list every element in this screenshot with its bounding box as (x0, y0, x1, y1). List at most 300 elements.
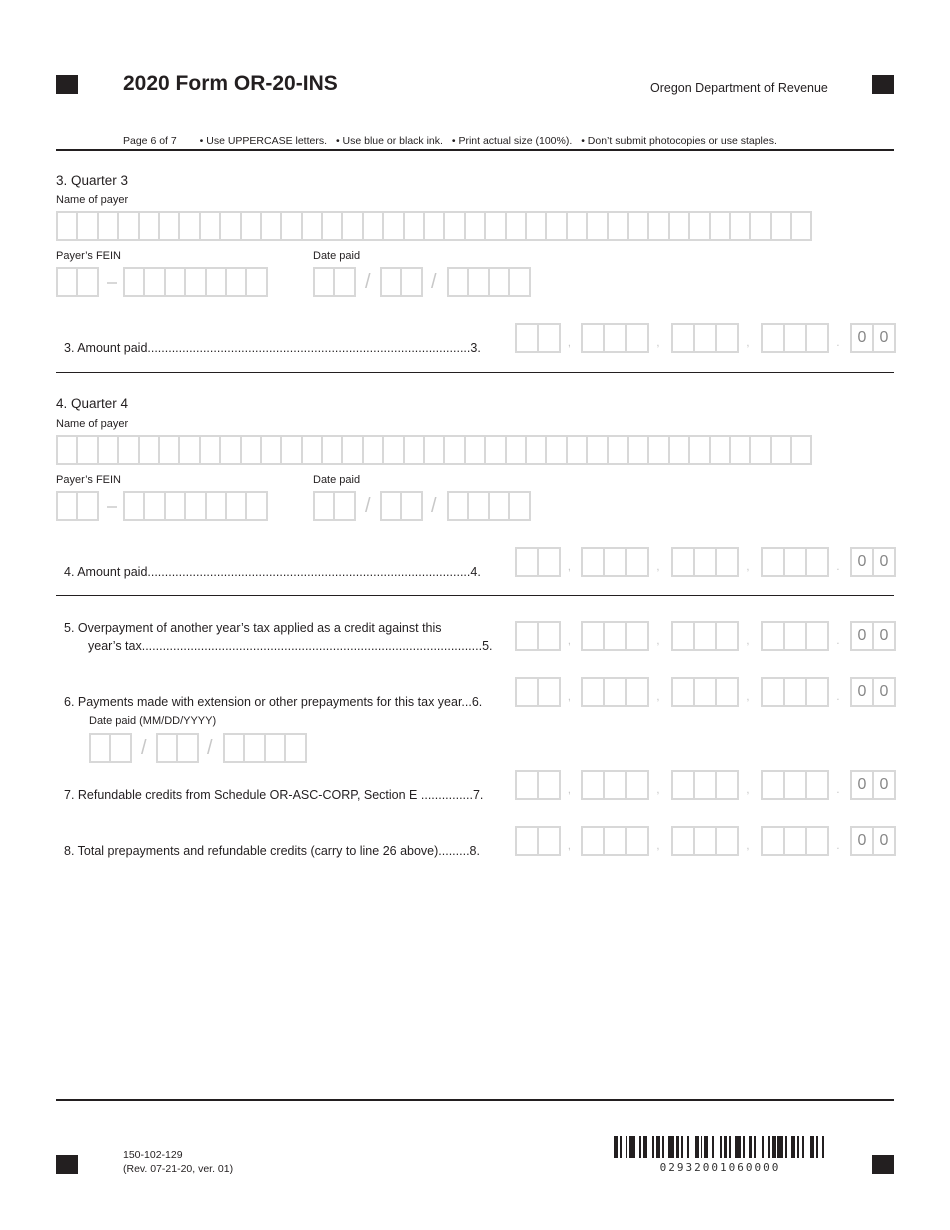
char-box[interactable] (240, 211, 262, 241)
thousands-separator: , (746, 559, 750, 573)
line8-label: 8. Total prepayments and refundable credits (carry to line 26 above).........8. (64, 844, 480, 858)
digit-box[interactable] (581, 826, 605, 856)
decimal-point: . (836, 335, 840, 349)
digit-box[interactable] (761, 826, 785, 856)
decimal-point: . (836, 689, 840, 703)
digit-box[interactable] (603, 770, 627, 800)
digit-box[interactable] (715, 621, 739, 651)
char-box[interactable] (164, 491, 186, 521)
char-box[interactable] (341, 435, 363, 465)
char-box[interactable] (123, 491, 145, 521)
thousands-separator: , (567, 689, 572, 703)
digit-box[interactable] (693, 547, 717, 577)
cents-digit: 0 (872, 547, 896, 577)
thousands-separator: , (567, 782, 572, 796)
digit-box[interactable] (625, 826, 649, 856)
amount-digit-group[interactable] (581, 323, 649, 353)
char-box[interactable] (321, 435, 343, 465)
digit-box[interactable] (625, 770, 649, 800)
char-box[interactable] (484, 211, 506, 241)
char-box[interactable] (76, 491, 98, 521)
digit-box[interactable] (603, 323, 627, 353)
char-box[interactable] (464, 435, 486, 465)
thousands-separator: , (746, 782, 750, 796)
char-box[interactable] (178, 211, 200, 241)
digit-box[interactable] (515, 677, 539, 707)
cents-digit: 0 (850, 677, 874, 707)
char-box[interactable] (225, 267, 247, 297)
digit-box[interactable] (715, 323, 739, 353)
digit-box[interactable] (515, 826, 539, 856)
char-box[interactable] (245, 491, 267, 521)
quarter3-title: 3. Quarter 3 (56, 173, 129, 188)
char-box[interactable] (488, 267, 510, 297)
char-box[interactable] (790, 435, 812, 465)
char-box[interactable] (301, 211, 323, 241)
char-box[interactable] (380, 267, 402, 297)
amount-digit-group[interactable] (671, 770, 739, 800)
char-box[interactable] (89, 733, 111, 763)
char-box[interactable] (156, 733, 178, 763)
char-box[interactable] (205, 491, 227, 521)
amount-digit-group[interactable] (761, 621, 829, 651)
line4-label: 4. Amount paid.............................................................................................4. (64, 565, 481, 579)
char-box[interactable] (443, 435, 465, 465)
char-box[interactable] (56, 435, 78, 465)
char-box[interactable] (403, 435, 425, 465)
amount-digit-group[interactable] (515, 826, 561, 856)
char-box[interactable] (97, 435, 119, 465)
char-box[interactable] (199, 435, 221, 465)
amount-digit-group[interactable] (671, 547, 739, 577)
quarter3-date-day-input[interactable] (380, 267, 423, 297)
digit-box[interactable] (693, 826, 717, 856)
line6-date-month-input[interactable] (89, 733, 132, 763)
digit-box[interactable] (537, 770, 561, 800)
thousands-separator: , (567, 559, 572, 573)
char-box[interactable] (790, 211, 812, 241)
digit-box[interactable] (805, 677, 829, 707)
char-box[interactable] (321, 211, 343, 241)
amount-digit-group[interactable] (581, 621, 649, 651)
date-slash: / (141, 737, 147, 759)
digit-box[interactable] (783, 323, 807, 353)
amount-digit-group[interactable] (515, 621, 561, 651)
barcode-number: 02932001060000 (659, 1161, 781, 1174)
digit-box[interactable] (805, 547, 829, 577)
digit-box[interactable] (537, 547, 561, 577)
digit-box[interactable] (715, 826, 739, 856)
line5-label-second: year’s tax..................................................................................................5. (88, 639, 493, 653)
char-box[interactable] (56, 491, 78, 521)
char-box[interactable] (627, 211, 649, 241)
char-box[interactable] (443, 211, 465, 241)
char-box[interactable] (607, 211, 629, 241)
digit-box[interactable] (783, 677, 807, 707)
digit-box[interactable] (603, 826, 627, 856)
digit-box[interactable] (671, 621, 695, 651)
char-box[interactable] (143, 491, 165, 521)
quarter4-title: 4. Quarter 4 (56, 396, 129, 411)
char-box[interactable] (400, 267, 422, 297)
amount-digit-group[interactable] (581, 826, 649, 856)
char-box[interactable] (219, 435, 241, 465)
char-box[interactable] (56, 267, 78, 297)
amount-digit-group[interactable] (671, 323, 739, 353)
cents-boxes (850, 677, 896, 707)
cents-boxes (850, 770, 896, 800)
digit-box[interactable] (581, 323, 605, 353)
char-box[interactable] (447, 267, 469, 297)
cents-boxes (850, 621, 896, 651)
char-box[interactable] (260, 435, 282, 465)
amount-digit-group[interactable] (515, 770, 561, 800)
char-box[interactable] (688, 435, 710, 465)
char-box[interactable] (341, 211, 363, 241)
digit-box[interactable] (581, 621, 605, 651)
page-number: Page 6 of 7 (123, 135, 177, 147)
registration-mark-top-right (872, 75, 894, 94)
date-slash: / (365, 271, 371, 293)
digit-box[interactable] (761, 621, 785, 651)
quarter3-name-input[interactable] (56, 211, 812, 241)
digit-box[interactable] (805, 770, 829, 800)
date-slash: / (207, 737, 213, 759)
char-box[interactable] (709, 435, 731, 465)
char-box[interactable] (205, 267, 227, 297)
char-box[interactable] (647, 211, 669, 241)
digit-box[interactable] (715, 547, 739, 577)
cents-digit: 0 (850, 323, 874, 353)
char-box[interactable] (464, 211, 486, 241)
digit-box[interactable] (581, 770, 605, 800)
line5-label-first: 5. Overpayment of another year’s tax applied as a credit against this (64, 621, 442, 635)
digit-box[interactable] (805, 621, 829, 651)
cents-digit: 0 (850, 547, 874, 577)
amount-digit-group[interactable] (581, 547, 649, 577)
char-box[interactable] (467, 491, 489, 521)
char-box[interactable] (729, 211, 751, 241)
digit-box[interactable] (693, 621, 717, 651)
quarter4-fein-suffix-input[interactable] (123, 491, 268, 521)
digit-box[interactable] (805, 323, 829, 353)
char-box[interactable] (284, 733, 306, 763)
char-box[interactable] (280, 435, 302, 465)
digit-box[interactable] (805, 826, 829, 856)
quarter3-date-label: Date paid (313, 250, 361, 262)
thousands-separator: , (746, 335, 750, 349)
char-box[interactable] (178, 435, 200, 465)
char-box[interactable] (423, 435, 445, 465)
digit-box[interactable] (515, 547, 539, 577)
decimal-point: . (836, 782, 840, 796)
amount-digit-group[interactable] (671, 677, 739, 707)
decimal-point: . (836, 838, 840, 852)
digit-box[interactable] (783, 770, 807, 800)
char-box[interactable] (158, 435, 180, 465)
char-box[interactable] (333, 267, 355, 297)
char-box[interactable] (647, 435, 669, 465)
char-box[interactable] (301, 435, 323, 465)
char-box[interactable] (225, 491, 247, 521)
char-box[interactable] (76, 435, 98, 465)
digit-box[interactable] (537, 826, 561, 856)
char-box[interactable] (508, 267, 530, 297)
char-box[interactable] (280, 211, 302, 241)
char-box[interactable] (56, 211, 78, 241)
char-box[interactable] (240, 435, 262, 465)
char-box[interactable] (770, 435, 792, 465)
digit-box[interactable] (537, 677, 561, 707)
char-box[interactable] (138, 435, 160, 465)
digit-box[interactable] (515, 770, 539, 800)
char-box[interactable] (219, 211, 241, 241)
instruction-uppercase: • Use UPPERCASE letters. (199, 135, 328, 147)
char-box[interactable] (117, 211, 139, 241)
quarter4-fein-prefix-input[interactable] (56, 491, 99, 521)
char-box[interactable] (668, 435, 690, 465)
char-box[interactable] (184, 491, 206, 521)
digit-box[interactable] (761, 547, 785, 577)
barcode-bar (824, 1136, 826, 1158)
char-box[interactable] (688, 211, 710, 241)
thousands-separator: , (656, 335, 660, 349)
form-revision: (Rev. 07-21-20, ver. 01) (123, 1163, 234, 1175)
digit-box[interactable] (693, 770, 717, 800)
char-box[interactable] (586, 435, 608, 465)
cents-boxes (850, 826, 896, 856)
cents-digit: 0 (872, 826, 896, 856)
instruction-print-size: • Print actual size (100%). (451, 135, 573, 147)
char-box[interactable] (260, 211, 282, 241)
line3-label: 3. Amount paid.............................................................................................3. (64, 341, 481, 355)
char-box[interactable] (400, 491, 422, 521)
quarter3-fein-label: Payer’s FEIN (56, 250, 122, 262)
digit-box[interactable] (537, 323, 561, 353)
digit-box[interactable] (603, 621, 627, 651)
amount-digit-group[interactable] (761, 547, 829, 577)
section-divider (56, 595, 894, 596)
quarter3-date-year-input[interactable] (447, 267, 531, 297)
amount-digit-group[interactable] (671, 826, 739, 856)
cents-digit: 0 (872, 323, 896, 353)
section-divider (56, 372, 894, 373)
char-box[interactable] (749, 211, 771, 241)
quarter4-name-input[interactable] (56, 435, 812, 465)
digit-box[interactable] (761, 323, 785, 353)
amount-digit-group[interactable] (671, 621, 739, 651)
char-box[interactable] (505, 211, 527, 241)
header-rule (56, 149, 894, 151)
thousands-separator: , (567, 633, 572, 647)
amount-digit-group[interactable] (515, 677, 561, 707)
digit-box[interactable] (671, 547, 695, 577)
barcode (614, 1136, 826, 1158)
line6-date-year-input[interactable] (223, 733, 307, 763)
decimal-point: . (836, 559, 840, 573)
amount-digit-group[interactable] (761, 323, 829, 353)
registration-mark-bottom-right (872, 1155, 894, 1174)
digit-box[interactable] (671, 826, 695, 856)
cents-boxes (850, 323, 896, 353)
digit-box[interactable] (625, 547, 649, 577)
digit-box[interactable] (603, 547, 627, 577)
char-box[interactable] (525, 211, 547, 241)
amount-digit-group[interactable] (761, 677, 829, 707)
char-box[interactable] (362, 435, 384, 465)
char-box[interactable] (333, 491, 355, 521)
digit-box[interactable] (715, 677, 739, 707)
fein-dash (107, 506, 117, 508)
char-box[interactable] (627, 435, 649, 465)
char-box[interactable] (545, 211, 567, 241)
char-box[interactable] (199, 211, 221, 241)
char-box[interactable] (423, 211, 445, 241)
digit-box[interactable] (671, 677, 695, 707)
char-box[interactable] (382, 435, 404, 465)
digit-box[interactable] (603, 677, 627, 707)
digit-box[interactable] (715, 770, 739, 800)
char-box[interactable] (109, 733, 131, 763)
form-number: 150-102-129 (123, 1149, 183, 1161)
quarter4-fein-label: Payer’s FEIN (56, 474, 122, 486)
char-box[interactable] (245, 267, 267, 297)
digit-box[interactable] (581, 547, 605, 577)
char-box[interactable] (709, 211, 731, 241)
quarter4-date-label: Date paid (313, 474, 361, 486)
char-box[interactable] (668, 211, 690, 241)
digit-box[interactable] (783, 547, 807, 577)
digit-box[interactable] (625, 323, 649, 353)
quarter4-date-day-input[interactable] (380, 491, 423, 521)
digit-box[interactable] (671, 323, 695, 353)
amount-digit-group[interactable] (581, 677, 649, 707)
digit-box[interactable] (625, 677, 649, 707)
cents-digit: 0 (872, 621, 896, 651)
quarter3-name-label: Name of payer (56, 194, 129, 206)
char-box[interactable] (749, 435, 771, 465)
amount-digit-group[interactable] (761, 770, 829, 800)
date-slash: / (365, 495, 371, 517)
digit-box[interactable] (537, 621, 561, 651)
char-box[interactable] (403, 211, 425, 241)
digit-box[interactable] (581, 677, 605, 707)
char-box[interactable] (158, 211, 180, 241)
char-box[interactable] (313, 491, 335, 521)
char-box[interactable] (97, 211, 119, 241)
digit-box[interactable] (693, 677, 717, 707)
char-box[interactable] (484, 435, 506, 465)
char-box[interactable] (123, 267, 145, 297)
char-box[interactable] (264, 733, 286, 763)
char-box[interactable] (76, 211, 98, 241)
footer-form-info (123, 1148, 233, 1176)
thousands-separator: , (746, 689, 750, 703)
digit-box[interactable] (783, 826, 807, 856)
department-name: Oregon Department of Revenue (650, 81, 828, 95)
char-box[interactable] (138, 211, 160, 241)
digit-box[interactable] (671, 770, 695, 800)
char-box[interactable] (566, 435, 588, 465)
digit-box[interactable] (625, 621, 649, 651)
thousands-separator: , (746, 838, 750, 852)
form-title: 2020 Form OR-20-INS (123, 72, 338, 95)
char-box[interactable] (545, 435, 567, 465)
date-slash: / (431, 495, 437, 517)
char-box[interactable] (566, 211, 588, 241)
char-box[interactable] (243, 733, 265, 763)
char-box[interactable] (313, 267, 335, 297)
char-box[interactable] (184, 267, 206, 297)
char-box[interactable] (76, 267, 98, 297)
amount-digit-group[interactable] (515, 323, 561, 353)
amount-digit-group[interactable] (761, 826, 829, 856)
thousands-separator: , (567, 838, 572, 852)
char-box[interactable] (505, 435, 527, 465)
amount-digit-group[interactable] (581, 770, 649, 800)
char-box[interactable] (117, 435, 139, 465)
digit-box[interactable] (783, 621, 807, 651)
char-box[interactable] (525, 435, 547, 465)
char-box[interactable] (176, 733, 198, 763)
quarter4-date-year-input[interactable] (447, 491, 531, 521)
char-box[interactable] (164, 267, 186, 297)
char-box[interactable] (143, 267, 165, 297)
thousands-separator: , (567, 335, 572, 349)
quarter4-date-month-input[interactable] (313, 491, 356, 521)
fein-dash (107, 282, 117, 284)
cents-digit: 0 (850, 826, 874, 856)
char-box[interactable] (729, 435, 751, 465)
char-box[interactable] (223, 733, 245, 763)
cents-digit: 0 (872, 677, 896, 707)
instructions-line (123, 135, 777, 147)
char-box[interactable] (586, 211, 608, 241)
decimal-point: . (836, 633, 840, 647)
char-box[interactable] (770, 211, 792, 241)
cents-digit: 0 (850, 621, 874, 651)
char-box[interactable] (382, 211, 404, 241)
thousands-separator: , (656, 559, 660, 573)
char-box[interactable] (380, 491, 402, 521)
quarter3-date-month-input[interactable] (313, 267, 356, 297)
char-box[interactable] (508, 491, 530, 521)
quarter3-fein-prefix-input[interactable] (56, 267, 99, 297)
char-box[interactable] (488, 491, 510, 521)
instruction-ink: • Use blue or black ink. (335, 135, 443, 147)
digit-box[interactable] (693, 323, 717, 353)
digit-box[interactable] (761, 770, 785, 800)
date-slash: / (431, 271, 437, 293)
char-box[interactable] (467, 267, 489, 297)
quarter3-fein-suffix-input[interactable] (123, 267, 268, 297)
cents-boxes (850, 547, 896, 577)
char-box[interactable] (362, 211, 384, 241)
char-box[interactable] (447, 491, 469, 521)
digit-box[interactable] (761, 677, 785, 707)
line6-date-day-input[interactable] (156, 733, 199, 763)
digit-box[interactable] (515, 323, 539, 353)
thousands-separator: , (656, 782, 660, 796)
registration-mark-bottom-left (56, 1155, 78, 1174)
cents-digit: 0 (872, 770, 896, 800)
char-box[interactable] (607, 435, 629, 465)
thousands-separator: , (656, 838, 660, 852)
amount-digit-group[interactable] (515, 547, 561, 577)
digit-box[interactable] (515, 621, 539, 651)
line7-label: 7. Refundable credits from Schedule OR-ASC-CORP, Section E ...............7. (64, 788, 484, 802)
thousands-separator: , (656, 689, 660, 703)
